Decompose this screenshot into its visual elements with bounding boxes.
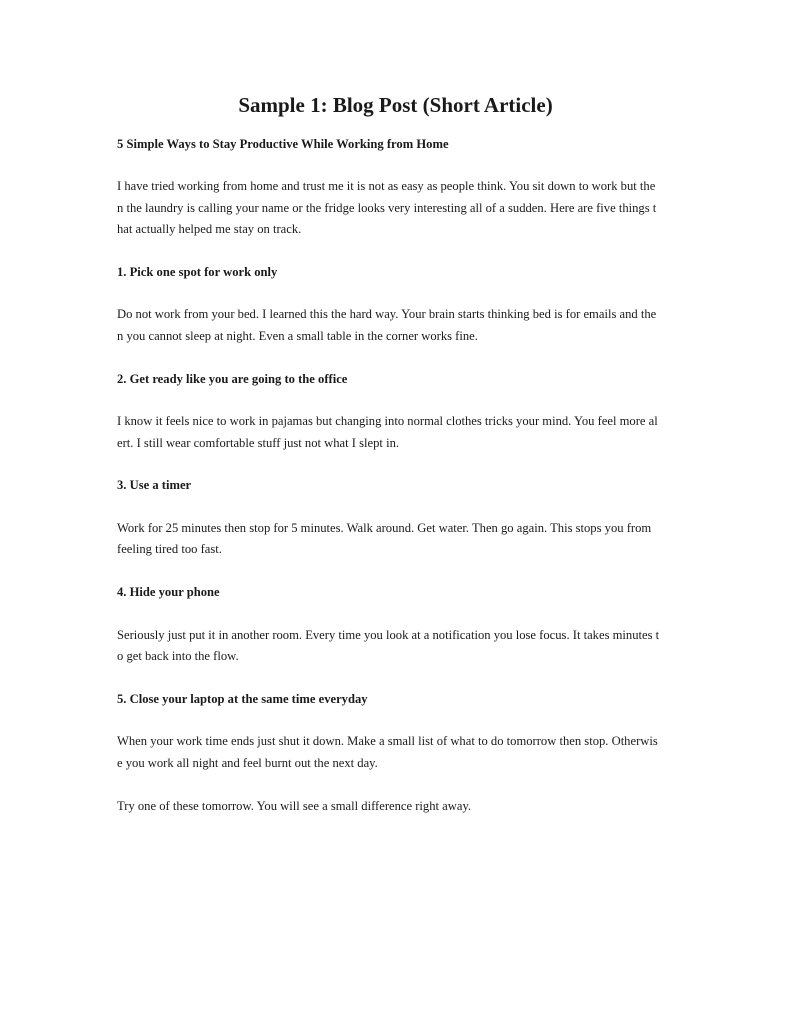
- section-4-heading: 4. Hide your phone: [117, 585, 220, 599]
- section-2-line-2: ert. I still wear comfortable stuff just not what I slept in.: [117, 436, 400, 450]
- section-3-line-2: feeling tired too fast.: [117, 542, 222, 556]
- document-title: Sample 1: Blog Post (Short Article): [238, 93, 553, 117]
- closing-line: Try one of these tomorrow. You will see a small difference right away.: [117, 799, 472, 813]
- intro-line-3: hat actually helped me stay on track.: [117, 222, 302, 236]
- section-2-line-1: I know it feels nice to work in pajamas but changing into normal clothes tricks your mind. You feel more al: [117, 414, 658, 428]
- section-2-heading: 2. Get ready like you are going to the office: [117, 372, 348, 386]
- section-3-heading: 3. Use a timer: [117, 478, 192, 492]
- section-3-line-1: Work for 25 minutes then stop for 5 minutes. Walk around. Get water. Then go again. This stops you from: [117, 521, 652, 535]
- article-subtitle: 5 Simple Ways to Stay Productive While Working from Home: [117, 137, 449, 151]
- section-5-heading: 5. Close your laptop at the same time everyday: [117, 692, 368, 706]
- section-5-line-1: When your work time ends just shut it down. Make a small list of what to do tomorrow then stop. Otherwis: [117, 734, 658, 748]
- section-4-line-2: o get back into the flow.: [117, 649, 239, 663]
- intro-line-2: n the laundry is calling your name or the fridge looks very interesting all of a sudden. Here are five things t: [117, 201, 657, 215]
- section-4-line-1: Seriously just put it in another room. Every time you look at a notification you lose focus. It takes minutes t: [117, 628, 660, 642]
- section-1-line-1: Do not work from your bed. I learned this the hard way. Your brain starts thinking bed is for emails and the: [117, 307, 657, 321]
- section-5-line-2: e you work all night and feel burnt out the next day.: [117, 756, 378, 770]
- section-1-line-2: n you cannot sleep at night. Even a small table in the corner works fine.: [117, 329, 478, 343]
- section-1-heading: 1. Pick one spot for work only: [117, 265, 278, 279]
- intro-line-1: I have tried working from home and trust me it is not as easy as people think. You sit down to work but the: [117, 179, 656, 193]
